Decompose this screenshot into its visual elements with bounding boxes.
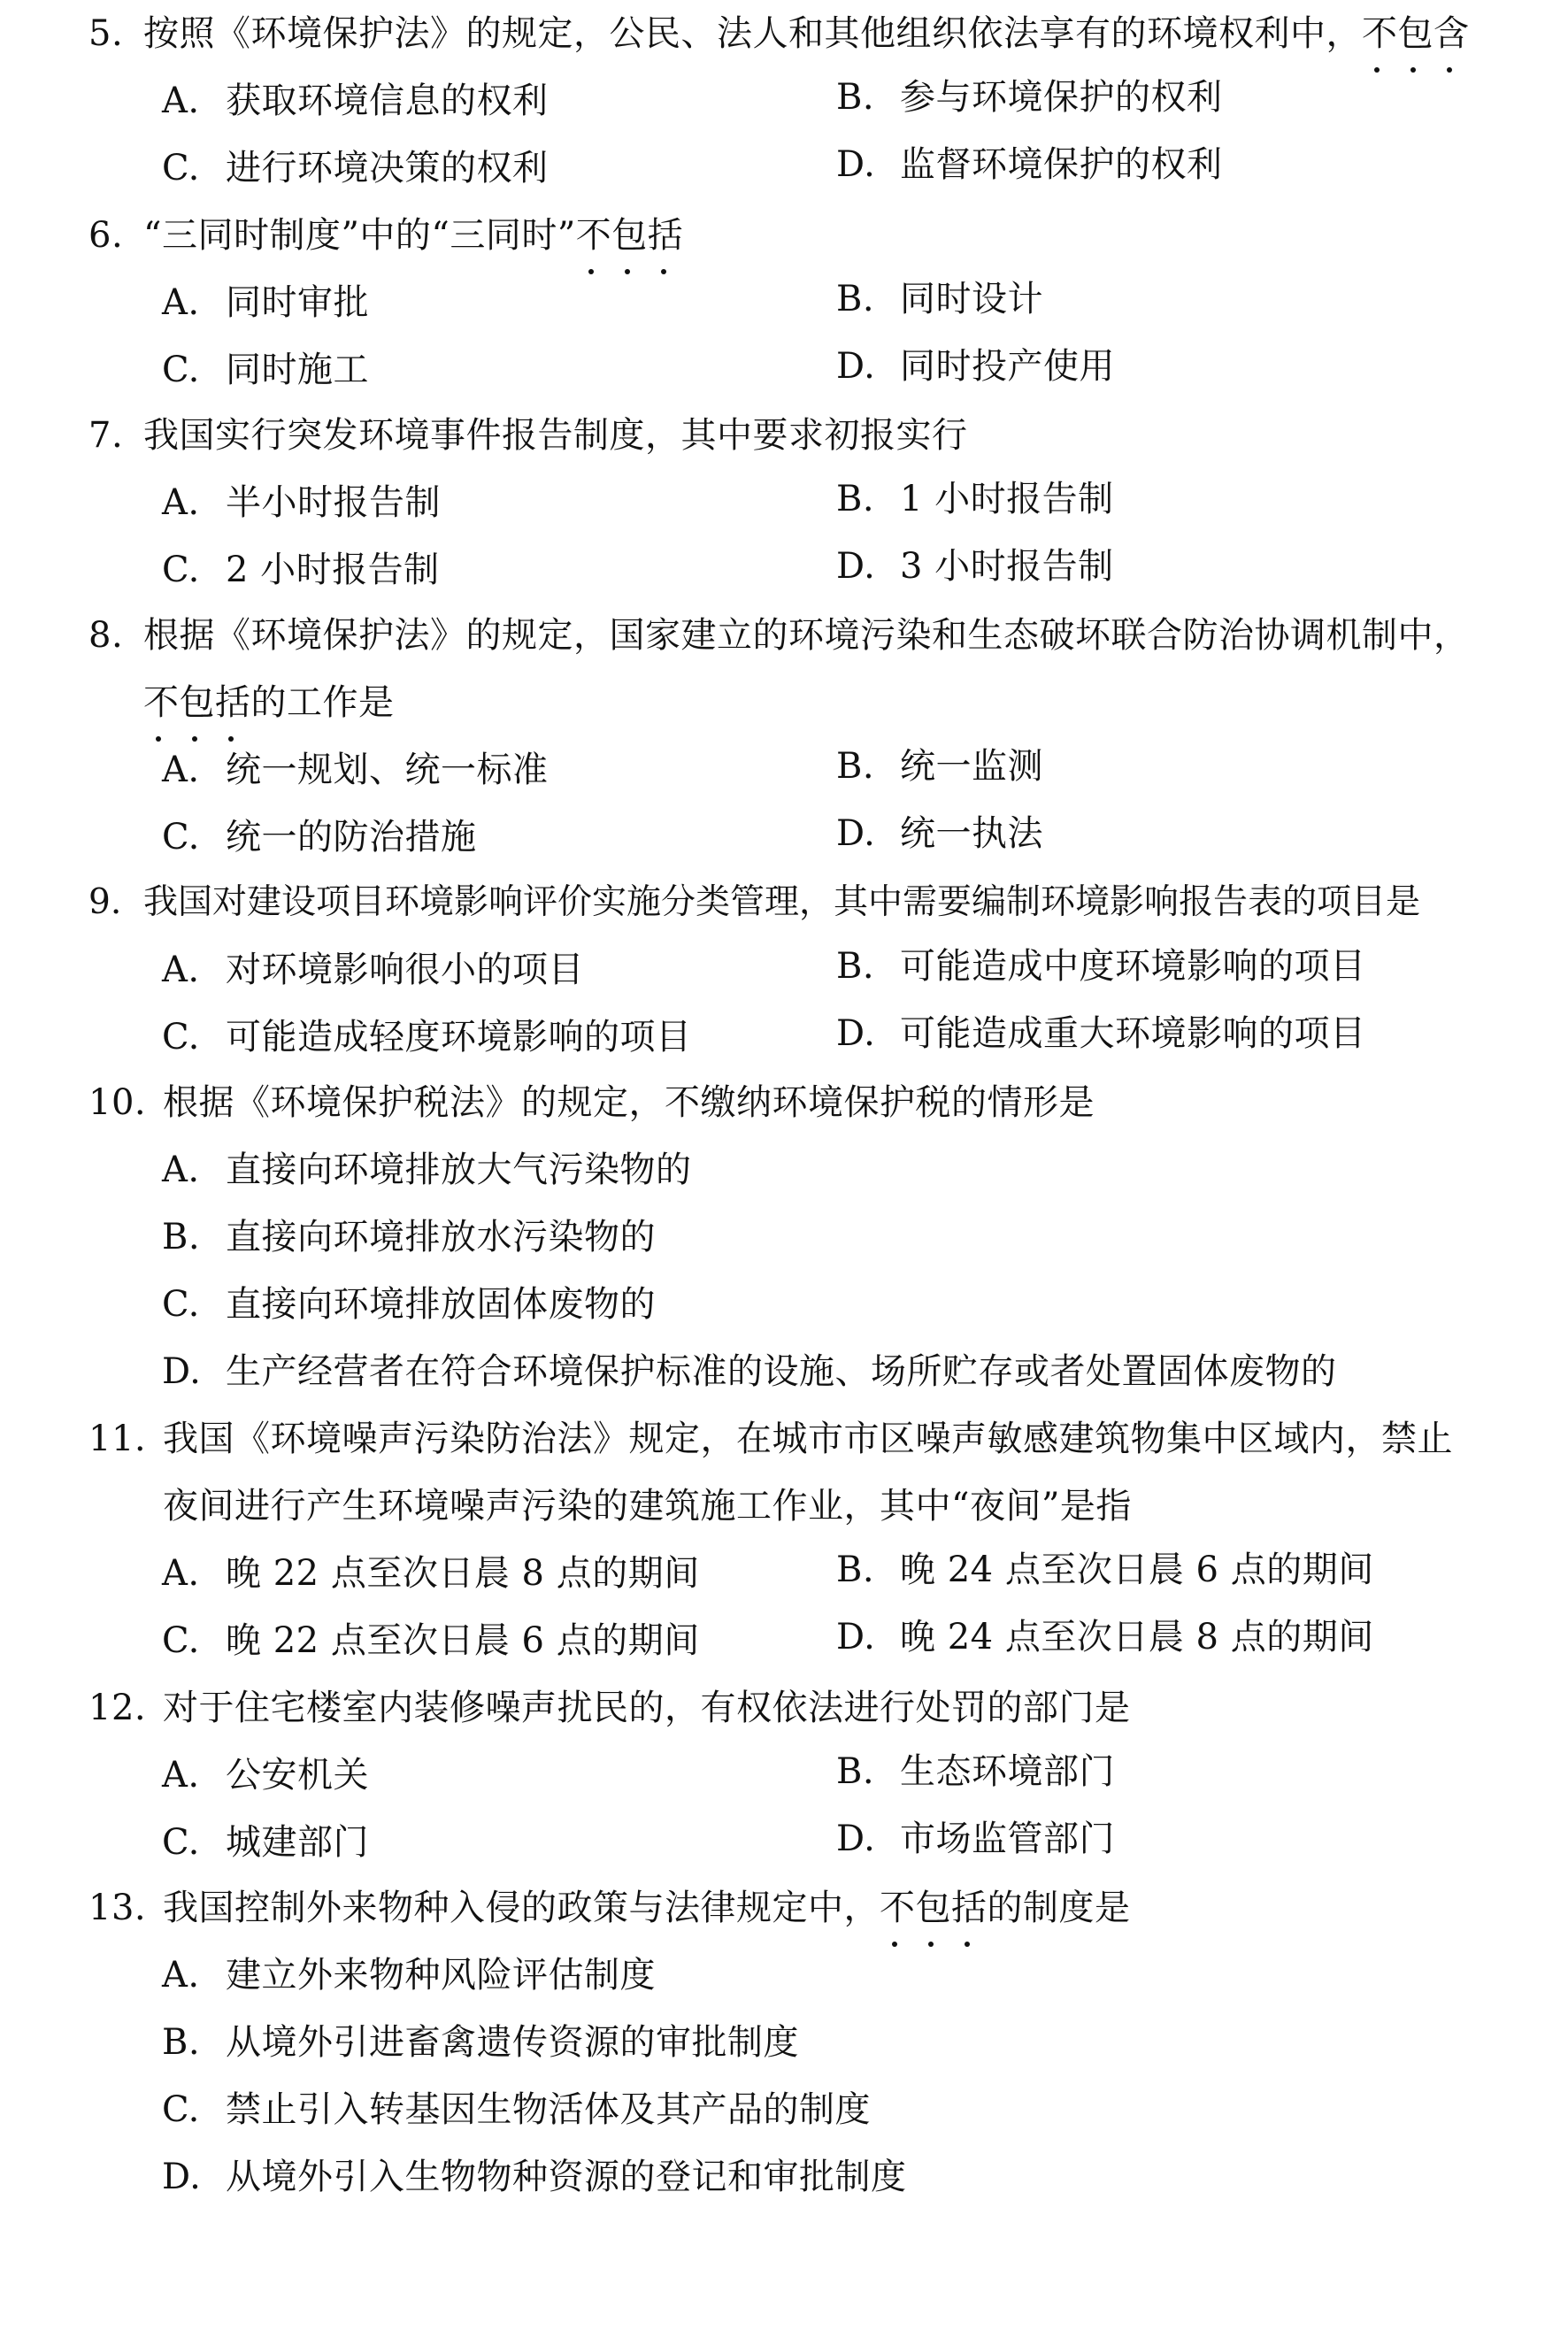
option-letter: B. — [836, 479, 875, 519]
question-number: 10. — [88, 1082, 147, 1123]
option-letter: C. — [162, 1822, 200, 1863]
question-number: 12. — [88, 1688, 147, 1728]
question-11-stem — [88, 1412, 1453, 1465]
option-7a — [162, 476, 441, 529]
option-letter: A. — [162, 1150, 200, 1190]
question-number: 7. — [88, 415, 124, 456]
option-8c — [162, 811, 477, 864]
option-5a — [162, 74, 549, 127]
option-text: 2 小时报告制 — [226, 550, 440, 590]
option-text: 3 小时报告制 — [900, 546, 1114, 587]
option-text: 可能造成中度环境影响的项目 — [900, 946, 1366, 987]
question-11-stem-line-2 — [163, 1480, 1132, 1533]
stem-text: 我国《环境噪声污染防治法》规定，在城市市区噪声敏感建筑物集中区域内，禁止 — [163, 1419, 1453, 1459]
option-text: 直接向环境排放水污染物的 — [226, 1217, 656, 1257]
option-letter: A. — [162, 950, 200, 990]
stem-text: 的制度是 — [987, 1888, 1131, 1928]
option-9a — [162, 943, 584, 996]
option-9d — [836, 1007, 1366, 1060]
option-7b — [836, 473, 1114, 526]
question-8-stem — [88, 609, 1470, 662]
option-8a — [162, 743, 549, 796]
option-12b — [836, 1745, 1115, 1798]
option-letter: D. — [836, 1819, 876, 1859]
option-text: 对环境影响很小的项目 — [226, 950, 584, 990]
option-letter: C. — [162, 1620, 200, 1661]
option-7c — [162, 543, 440, 596]
option-text: 监督环境保护的权利 — [900, 144, 1223, 185]
option-letter: A. — [162, 1553, 200, 1594]
option-letter: D. — [836, 144, 876, 185]
option-letter: C. — [162, 2089, 200, 2130]
emphasized-text: 不包括 — [880, 1881, 988, 1934]
option-letter: B. — [836, 1751, 875, 1792]
option-letter: B. — [836, 946, 875, 987]
option-text: 生态环境部门 — [900, 1751, 1115, 1792]
option-text: 统一监测 — [900, 746, 1043, 787]
option-letter: D. — [836, 546, 876, 587]
question-number: 6. — [88, 215, 124, 256]
option-letter: D. — [836, 1617, 876, 1657]
option-letter: D. — [162, 1351, 202, 1392]
stem-text: 对于住宅楼室内装修噪声扰民的，有权依法进行处罚的部门是 — [163, 1688, 1131, 1728]
option-text: 进行环境决策的权利 — [226, 148, 549, 188]
stem-text: 我国对建设项目环境影响评价实施分类管理，其中需要编制环境影响报告表的项目是 — [143, 882, 1421, 922]
option-8b — [836, 740, 1043, 793]
option-9c — [162, 1011, 692, 1064]
option-12d — [836, 1812, 1115, 1865]
option-letter: B. — [162, 1217, 201, 1257]
option-text: 同时设计 — [900, 279, 1043, 319]
option-letter: A. — [162, 1955, 200, 1996]
option-11d — [836, 1611, 1374, 1664]
option-text: 获取环境信息的权利 — [226, 81, 549, 121]
stem-text: “三同时制度”中的“三同时” — [143, 215, 576, 256]
option-letter: C. — [162, 1017, 200, 1057]
option-letter: D. — [162, 2157, 202, 2197]
option-text: 市场监管部门 — [900, 1819, 1115, 1859]
option-text: 建立外来物种风险评估制度 — [226, 1955, 656, 1996]
option-text: 同时审批 — [226, 282, 369, 323]
option-letter: D. — [836, 1013, 876, 1054]
option-5b — [836, 71, 1223, 124]
option-letter: B. — [836, 279, 875, 319]
option-letter: B. — [836, 1550, 875, 1590]
question-5-stem — [88, 7, 1470, 60]
option-letter: B. — [162, 2022, 201, 2063]
option-letter: D. — [836, 346, 876, 387]
option-letter: C. — [162, 148, 200, 188]
option-6a — [162, 276, 369, 329]
option-12c — [162, 1816, 369, 1869]
option-text: 禁止引入转基因生物活体及其产品的制度 — [226, 2089, 871, 2130]
question-6-stem — [88, 209, 683, 262]
option-13c — [162, 2083, 871, 2136]
option-text: 生产经营者在符合环境保护标准的设施、场所贮存或者处置固体废物的 — [226, 1351, 1337, 1392]
option-letter: B. — [836, 77, 875, 118]
option-text: 公安机关 — [226, 1755, 369, 1796]
option-letter: B. — [836, 746, 875, 787]
option-5c — [162, 142, 549, 195]
option-letter: A. — [162, 750, 200, 790]
stem-text: 我国实行突发环境事件报告制度，其中要求初报实行 — [143, 415, 968, 456]
option-text: 晚 22 点至次日晨 6 点的期间 — [226, 1620, 700, 1661]
option-9b — [836, 940, 1366, 993]
option-text: 直接向环境排放固体废物的 — [226, 1284, 656, 1325]
emphasized-text: 不包含 — [1362, 7, 1470, 60]
option-letter: A. — [162, 282, 200, 323]
option-text: 城建部门 — [226, 1822, 369, 1863]
stem-text: 的工作是 — [250, 682, 395, 723]
question-7-stem — [88, 409, 968, 462]
question-number: 13. — [88, 1888, 147, 1928]
option-10a — [162, 1143, 692, 1196]
option-letter: A. — [162, 81, 200, 121]
stem-text: 根据《环境保护法》的规定，国家建立的环境污染和生态破坏联合防治协调机制中， — [143, 615, 1470, 656]
option-letter: C. — [162, 550, 200, 590]
option-6d — [836, 340, 1115, 393]
option-letter: D. — [836, 813, 876, 854]
option-letter: A. — [162, 1755, 200, 1796]
option-letter: C. — [162, 817, 200, 858]
option-text: 晚 24 点至次日晨 6 点的期间 — [900, 1550, 1374, 1590]
question-number: 5. — [88, 13, 124, 54]
question-12-stem — [88, 1681, 1131, 1734]
option-11a — [162, 1547, 700, 1600]
option-10b — [162, 1211, 656, 1264]
option-text: 可能造成轻度环境影响的项目 — [226, 1017, 692, 1057]
option-7d — [836, 540, 1114, 593]
option-8d — [836, 807, 1043, 860]
option-letter: C. — [162, 350, 200, 390]
emphasized-text: 不包括 — [576, 209, 684, 262]
option-13d — [162, 2150, 907, 2203]
option-text: 统一的防治措施 — [226, 817, 477, 858]
option-6b — [836, 273, 1043, 326]
stem-text: 根据《环境保护税法》的规定，不缴纳环境保护税的情形是 — [163, 1082, 1095, 1123]
option-10d — [162, 1345, 1337, 1398]
question-10-stem — [88, 1076, 1095, 1129]
stem-text: 按照《环境保护法》的规定，公民、法人和其他组织依法享有的环境权利中， — [143, 13, 1362, 54]
question-number: 11. — [88, 1419, 147, 1459]
option-text: 统一规划、统一标准 — [226, 750, 549, 790]
option-text: 从境外引进畜禽遗传资源的审批制度 — [226, 2022, 799, 2063]
option-5d — [836, 138, 1223, 191]
option-text: 统一执法 — [900, 813, 1043, 854]
option-10c — [162, 1278, 656, 1331]
option-letter: C. — [162, 1284, 200, 1325]
option-text: 从境外引入生物物种资源的登记和审批制度 — [226, 2157, 907, 2197]
stem-text: 我国控制外来物种入侵的政策与法律规定中， — [163, 1888, 880, 1928]
option-text: 参与环境保护的权利 — [900, 77, 1223, 118]
option-text: 同时投产使用 — [900, 346, 1115, 387]
option-13b — [162, 2016, 799, 2069]
option-13a — [162, 1949, 656, 2002]
question-8-stem-line-2 — [143, 676, 395, 729]
option-text: 晚 22 点至次日晨 8 点的期间 — [226, 1553, 700, 1594]
question-9-stem — [88, 876, 1420, 929]
option-text: 同时施工 — [226, 350, 369, 390]
option-6c — [162, 343, 369, 396]
question-number: 9. — [88, 882, 122, 922]
option-text: 1 小时报告制 — [900, 479, 1114, 519]
question-number: 8. — [88, 615, 124, 656]
stem-text: 夜间进行产生环境噪声污染的建筑施工作业，其中“夜间”是指 — [163, 1486, 1132, 1527]
option-11b — [836, 1543, 1374, 1596]
question-13-stem — [88, 1881, 1131, 1934]
option-text: 可能造成重大环境影响的项目 — [900, 1013, 1366, 1054]
option-text: 半小时报告制 — [226, 482, 441, 523]
option-11c — [162, 1614, 700, 1667]
option-text: 直接向环境排放大气污染物的 — [226, 1150, 692, 1190]
option-12a — [162, 1749, 369, 1802]
emphasized-text: 不包括 — [143, 676, 251, 729]
option-letter: A. — [162, 482, 200, 523]
option-text: 晚 24 点至次日晨 8 点的期间 — [900, 1617, 1374, 1657]
